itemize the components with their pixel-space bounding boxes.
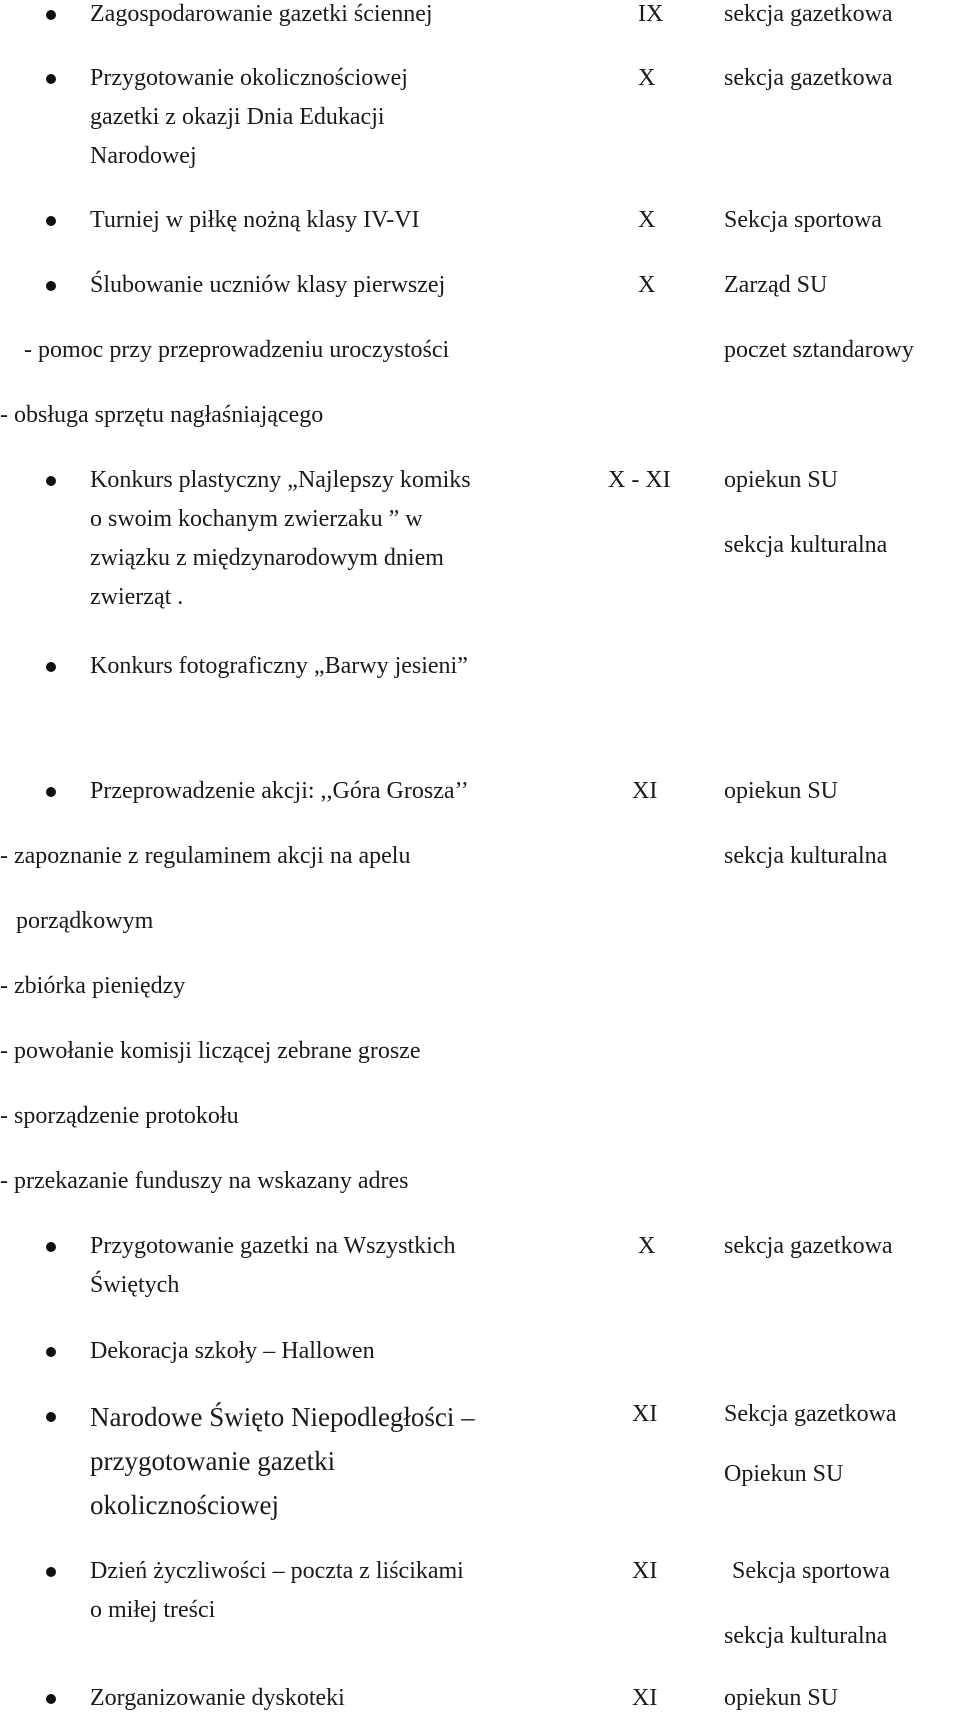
activity-text: Świętych: [90, 1272, 180, 1298]
bullet-icon: [46, 216, 56, 226]
bullet-icon: [46, 1567, 56, 1577]
subtask-text: - zapoznanie z regulaminem akcji na apelu: [0, 843, 411, 869]
activity-text: zwierząt .: [90, 584, 184, 610]
subtask-text: - pomoc przy przeprowadzeniu uroczystości: [24, 337, 450, 363]
responsible: Zarząd SU: [724, 272, 828, 298]
activity-text: Konkurs fotograficzny „Barwy jesieni”: [90, 653, 468, 679]
activity-text: o swoim kochanym zwierzaku ” w: [90, 506, 423, 532]
activity-text: Ślubowanie uczniów klasy pierwszej: [90, 272, 446, 298]
responsible: opiekun SU: [724, 467, 838, 493]
subtask-text: - sporządzenie protokołu: [0, 1103, 239, 1129]
bullet-icon: [46, 662, 56, 672]
month: XI: [632, 1558, 658, 1584]
responsible: opiekun SU: [724, 778, 838, 804]
subtask-text: porządkowym: [16, 908, 154, 934]
bullet-icon: [46, 1347, 56, 1357]
responsible: Sekcja sportowa: [724, 207, 882, 233]
responsible: opiekun SU: [724, 1685, 838, 1711]
responsible: sekcja kulturalna: [724, 1623, 888, 1649]
month: XI: [632, 778, 658, 804]
month: XI: [632, 1401, 658, 1427]
month: X: [638, 1233, 656, 1259]
activity-text: Przygotowanie okolicznościowej: [90, 65, 408, 91]
bullet-icon: [46, 787, 56, 797]
month: XI: [632, 1685, 658, 1711]
responsible: Sekcja sportowa: [732, 1558, 890, 1584]
month: IX: [638, 1, 664, 27]
month: X: [638, 272, 656, 298]
activity-text: Zorganizowanie dyskoteki: [90, 1685, 345, 1711]
responsible: sekcja kulturalna: [724, 843, 888, 869]
month: X - XI: [608, 467, 671, 493]
responsible: sekcja gazetkowa: [724, 1233, 893, 1259]
responsible: Sekcja gazetkowa: [724, 1401, 897, 1427]
bullet-icon: [46, 281, 56, 291]
activity-text: Narodowe Święto Niepodległości –: [90, 1402, 475, 1432]
activity-text: związku z międzynarodowym dniem: [90, 545, 444, 571]
activity-text: Turniej w piłkę nożną klasy IV-VI: [90, 207, 420, 233]
activity-text: Konkurs plastyczny „Najlepszy komiks: [90, 467, 471, 493]
subtask-text: - obsługa sprzętu nagłaśniającego: [0, 402, 324, 428]
responsible: poczet sztandarowy: [724, 337, 914, 363]
responsible: Opiekun SU: [724, 1461, 844, 1487]
activity-text: Przygotowanie gazetki na Wszystkich: [90, 1233, 456, 1259]
activity-text: Dzień życzliwości – poczta z liścikami: [90, 1558, 464, 1584]
activity-text: okolicznościowej: [90, 1490, 279, 1520]
activity-text: o miłej treści: [90, 1597, 216, 1623]
responsible: sekcja gazetkowa: [724, 1, 893, 27]
subtask-text: - zbiórka pieniędzy: [0, 973, 186, 999]
subtask-text: - przekazanie funduszy na wskazany adres: [0, 1168, 409, 1194]
bullet-icon: [46, 10, 56, 20]
bullet-icon: [46, 74, 56, 84]
bullet-icon: [46, 476, 56, 486]
bullet-icon: [46, 1242, 56, 1252]
month: X: [638, 65, 656, 91]
bullet-icon: [46, 1694, 56, 1704]
activity-text: Przeprowadzenie akcji: ,,Góra Grosza’’: [90, 778, 469, 804]
activity-text: Zagospodarowanie gazetki ściennej: [90, 1, 433, 27]
activity-text: Narodowej: [90, 143, 197, 169]
activity-text: gazetki z okazji Dnia Edukacji: [90, 104, 385, 130]
activity-text: Dekoracja szkoły – Hallowen: [90, 1338, 375, 1364]
bullet-icon: [46, 1412, 56, 1422]
responsible: sekcja kulturalna: [724, 532, 888, 558]
responsible: sekcja gazetkowa: [724, 65, 893, 91]
activity-text: przygotowanie gazetki: [90, 1446, 336, 1476]
month: X: [638, 207, 656, 233]
subtask-text: - powołanie komisji liczącej zebrane grosze: [0, 1038, 421, 1064]
